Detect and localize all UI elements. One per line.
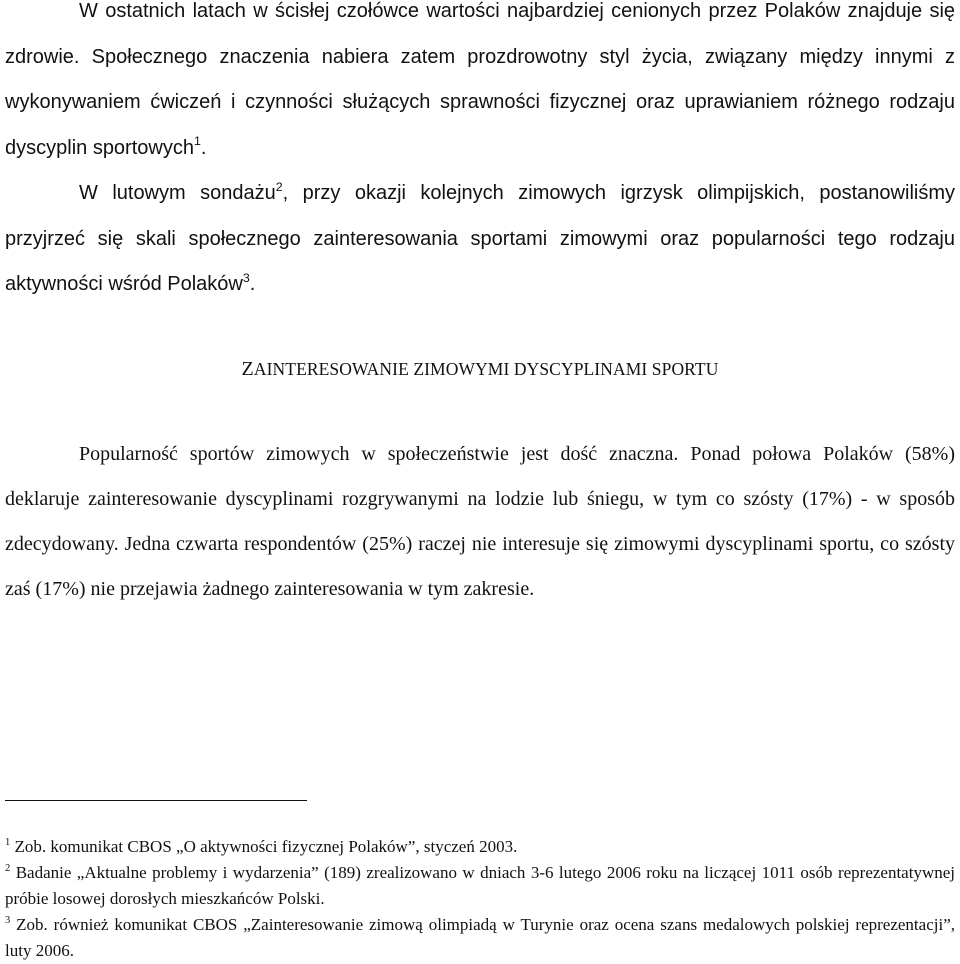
footnotes [5, 834, 955, 964]
section-paragraph: Popularność sportów zimowych w społeczeństwie jest dość znaczna. Ponad połowa Polaków (58%) deklaruje zainteresowanie dyscyplinami rozgrywanymi na lodzie lub śniegu, w tym co szósty (17%) - w sposób zdecydowany. Jedna czwarta respondentów (25%) raczej nie interesuje się zimowymi dyscyplinami sportu, co szósty zaś (17%) nie przejawia żadnego zainteresowania w tym zakresie. [5, 443, 955, 600]
intro-text [5, 0, 955, 308]
footnote-3 [5, 912, 955, 964]
footnote-number-1: 1 [5, 836, 11, 848]
footnote-ref-1: 1 [193, 134, 201, 149]
intro-p2-end: . [249, 273, 256, 295]
intro-p1-end: . [200, 136, 207, 159]
footnote-1 [5, 834, 955, 860]
footnote-number-3: 3 [5, 914, 11, 926]
intro-line-4: fizycznej oraz uprawianiem różnego rodzaju dyscyplin sportowych [5, 91, 955, 159]
footnote-ref-3: 3 [242, 270, 250, 285]
intro-p2-part1: W lutowym sondażu [79, 182, 276, 204]
intro-line-2: znajduje się zdrowie. Społecznego znaczenia nabiera zatem prozdrowotny styl życia, [5, 0, 956, 68]
footnote-text-1: Zob. komunikat CBOS „O aktywności fizycznej Polaków”, styczeń 2003. [10, 837, 518, 856]
intro-paragraph-2 [5, 171, 955, 308]
section-heading-rest: AINTERESOWANIE ZIMOWYMI DYSCYPLINAMI SPORTU [253, 359, 719, 379]
footnote-text-2: Badanie „Aktualne problemy i wydarzenia” (189) zrealizowano w dniach 3-6 lutego 2006 roku na liczącej 1011 osób reprezentatywnej próbie losowej dorosłych mieszkańców Polski. [5, 863, 955, 908]
footnote-2 [5, 860, 955, 912]
footnote-separator [5, 800, 307, 801]
footnote-text-3: Zob. również komunikat CBOS „Zainteresowanie zimową olimpiadą w Turynie oraz ocena szans medalowych polskiej reprezentacji”, luty 2006. [5, 915, 955, 960]
footnote-number-2: 2 [5, 862, 11, 874]
section-heading [5, 358, 955, 381]
document-page [5, 0, 956, 600]
intro-paragraph-1 [5, 0, 955, 171]
section-heading-initial: Z [241, 358, 254, 380]
intro-line-1: W ostatnich latach w ścisłej czołówce wartości najbardziej cenionych przez Polaków [79, 0, 841, 22]
intro-line-3: związany między innymi z wykonywaniem ćwiczeń i czynności służących sprawności [5, 45, 955, 113]
footnote-ref-2: 2 [275, 179, 283, 194]
intro-p2-part2: , przy okazji kolejnych zimowych igrzysk olimpijskich, postanowiliśmy przyjrzeć się skali społecznego zainteresowania sportami zimowymi oraz popularności tego rodzaju aktywności wśród Polaków [5, 182, 955, 295]
